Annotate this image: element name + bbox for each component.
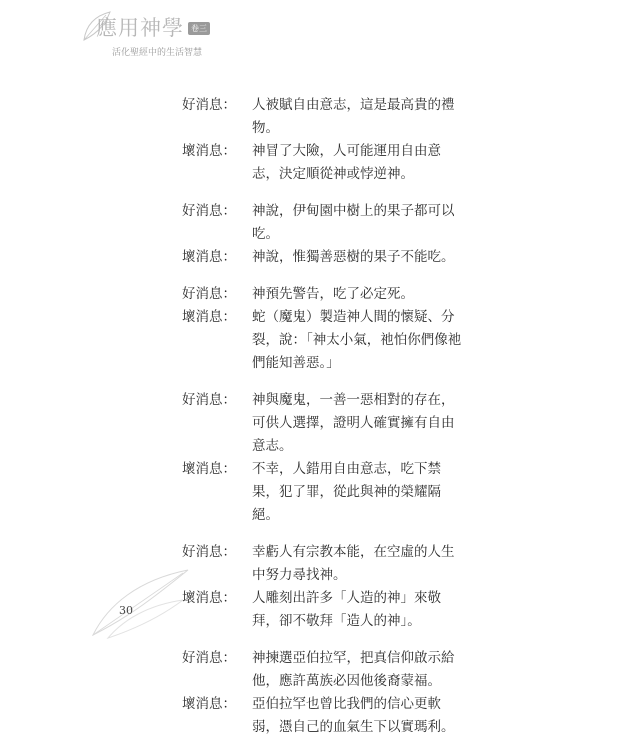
- entry-text: 蛇（魔鬼）製造神人間的懷疑、分裂，說：「神太小氣，祂怕你們像祂們能知善惡。」: [252, 309, 462, 371]
- news-pair: [182, 283, 462, 375]
- entry-label: 壞消息：: [182, 249, 236, 265]
- entry-text: 神說，惟獨善惡樹的果子不能吃。: [252, 249, 455, 265]
- good-news-entry: [182, 541, 462, 587]
- entry-text: 神預先警告，吃了必定死。: [252, 286, 414, 302]
- entry-text: 神冒了大險，人可能運用自由意志，決定順從神或悖逆神。: [252, 143, 441, 182]
- volume-badge: 卷三: [188, 22, 210, 35]
- entry-label: 好消息：: [182, 544, 236, 560]
- entry-text: 神說，伊甸園中樹上的果子都可以吃。: [252, 203, 455, 242]
- entry-text: 人被賦自由意志，這是最高貴的禮物。: [252, 97, 455, 136]
- good-news-entry: [182, 200, 462, 246]
- book-title: 應用神學: [96, 16, 184, 40]
- entry-label: 壞消息：: [182, 590, 236, 606]
- entry-label: 好消息：: [182, 286, 236, 302]
- entry-label: 壞消息：: [182, 143, 236, 159]
- good-news-entry: [182, 647, 462, 693]
- entry-label: 壞消息：: [182, 696, 236, 712]
- news-pair: [182, 94, 462, 186]
- news-pair: [182, 389, 462, 527]
- bad-news-entry: [182, 140, 462, 186]
- bad-news-entry: [182, 587, 462, 633]
- main-text: [182, 94, 462, 753]
- page-number: 30: [119, 604, 133, 617]
- bad-news-entry: [182, 246, 462, 269]
- entry-text: 神揀選亞伯拉罕，把真信仰啟示給他，應許萬族必因他後裔蒙福。: [252, 650, 455, 689]
- good-news-entry: [182, 94, 462, 140]
- bad-news-entry: [182, 458, 462, 527]
- entry-label: 壞消息：: [182, 309, 236, 325]
- entry-text: 神與魔鬼，一善一惡相對的存在，可供人選擇，證明人確實擁有自由意志。: [252, 392, 455, 454]
- leaf-decoration-icon: [88, 560, 198, 640]
- entry-text: 幸虧人有宗教本能，在空虛的人生中努力尋找神。: [252, 544, 455, 583]
- entry-label: 好消息：: [182, 97, 236, 113]
- bad-news-entry: [182, 306, 462, 375]
- bad-news-entry: [182, 693, 462, 739]
- entry-label: 好消息：: [182, 392, 236, 408]
- entry-label: 好消息：: [182, 650, 236, 666]
- entry-text: 不幸，人錯用自由意志，吃下禁果，犯了罪，從此與神的榮耀隔絕。: [252, 461, 441, 523]
- news-pair: [182, 541, 462, 633]
- entry-text: 人雕刻出許多「人造的神」來敬拜，卻不敬拜「造人的神」。: [252, 590, 441, 629]
- good-news-entry: [182, 283, 462, 306]
- entry-label: 好消息：: [182, 203, 236, 219]
- entry-text: 亞伯拉罕也曾比我們的信心更軟弱，憑自己的血氣生下以實瑪利。: [252, 696, 455, 735]
- news-pair: [182, 200, 462, 269]
- good-news-entry: [182, 389, 462, 458]
- book-subtitle: 活化聖經中的生活智慧: [112, 48, 203, 58]
- news-pair: [182, 647, 462, 739]
- running-header: [96, 12, 296, 62]
- entry-label: 壞消息：: [182, 461, 236, 477]
